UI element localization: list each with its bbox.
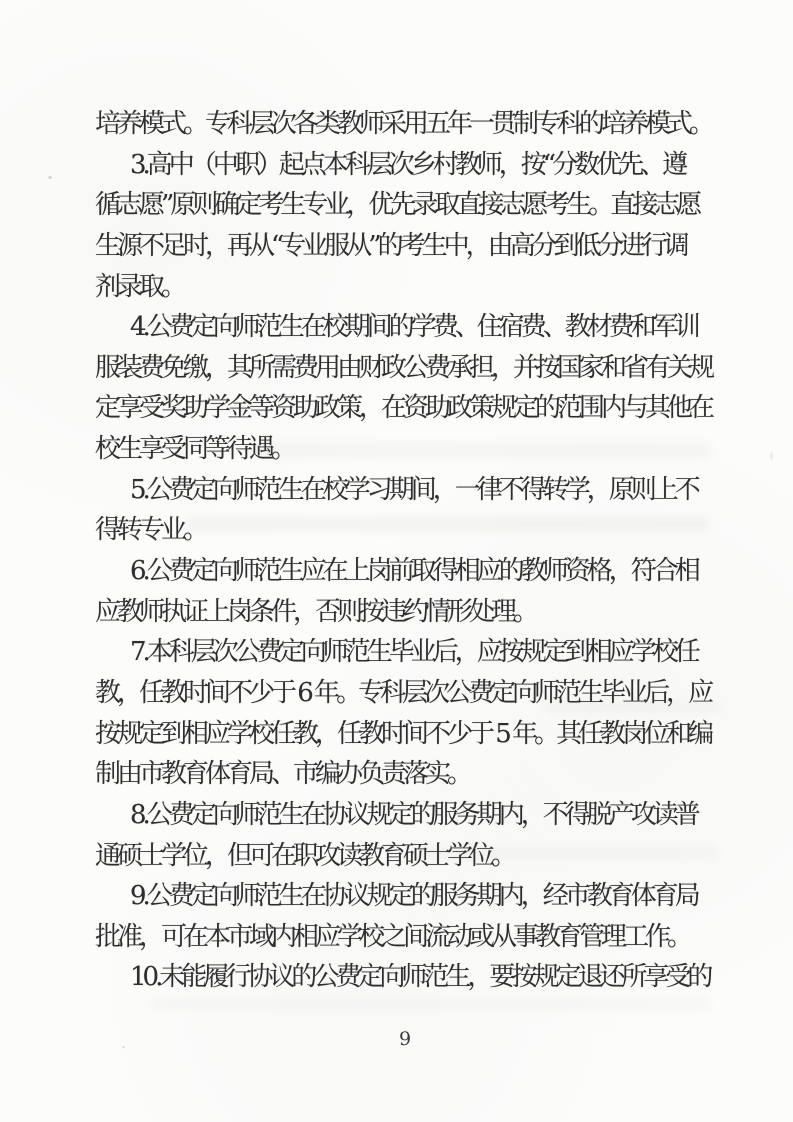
scan-smudge	[150, 998, 710, 1010]
text-line: 剂录取。	[95, 271, 184, 302]
paragraph-item-5	[95, 470, 735, 551]
text-line: 10.未能履行协议的公费定向师范生，要按规定退还所享受的	[130, 962, 710, 993]
paragraph-continuation	[95, 104, 735, 145]
paragraph-item-7	[95, 632, 735, 795]
text-line: 3.高中（中职）起点本科层次乡村教师，按“分数优先、遵	[130, 149, 685, 180]
scan-speck	[48, 176, 52, 179]
text-line: 得转专业。	[95, 515, 206, 546]
paragraph-item-8	[95, 795, 735, 876]
text-line: 制由市教育体育局、市编办负责落实。	[95, 759, 470, 790]
text-line: 应教师执证上岗条件，否则按违约情形处理。	[95, 596, 536, 627]
text-line: 通硕士学位，但可在职攻读教育硕士学位。	[95, 840, 514, 871]
scan-speck	[122, 1046, 125, 1048]
text-line: 培养模式。专科层次各类教师采用五年一贯制专科的培养模式。	[95, 109, 712, 139]
paragraph-item-4	[95, 307, 735, 470]
text-line: 7.本科层次公费定向师范生毕业后，应按规定到相应学校任	[130, 637, 697, 668]
text-line: 循志愿”原则确定考生专业，优先录取直接志愿考生。直接志愿	[95, 190, 699, 221]
text-line: 生源不足时，再从“专业服从”的考生中，由高分到低分进行调	[95, 230, 686, 261]
text-line: 8.公费定向师范生在协议规定的服务期内，不得脱产攻读普	[130, 799, 697, 830]
text-line: 4.公费定向师范生在校期间的学费、住宿费、教材费和军训	[130, 312, 697, 343]
document-body	[95, 104, 735, 998]
text-line: 服装费免缴，其所需费用由财政公费承担，并按国家和省有关规	[95, 352, 712, 383]
text-line: 教，任教时间不少于 6 年。专科层次公费定向师范生毕业后，应	[95, 677, 711, 708]
page-number: 9	[399, 1028, 412, 1050]
text-line: 校生享受同等待遇。	[95, 434, 294, 465]
paragraph-item-9	[95, 876, 735, 957]
text-line: 6.公费定向师范生应在上岗前取得相应的教师资格，符合相	[130, 556, 697, 587]
text-line: 9.公费定向师范生在协议规定的服务期内，经市教育体育局	[130, 881, 697, 912]
paragraph-item-3	[95, 145, 735, 308]
scan-speck	[770, 452, 773, 460]
text-line: 定享受奖助学金等资助政策，在资助政策规定的范围内与其他在	[95, 393, 712, 424]
text-line: 按规定到相应学校任教，任教时间不少于 5 年。其任教岗位和编	[95, 718, 711, 749]
paragraph-item-10	[95, 957, 735, 998]
text-line: 5.公费定向师范生在校学习期间，一律不得转学，原则上不	[130, 474, 697, 505]
paragraph-item-6	[95, 551, 735, 632]
text-line: 批准，可在本市域内相应学校之间流动或从事教育管理工作。	[95, 921, 690, 952]
